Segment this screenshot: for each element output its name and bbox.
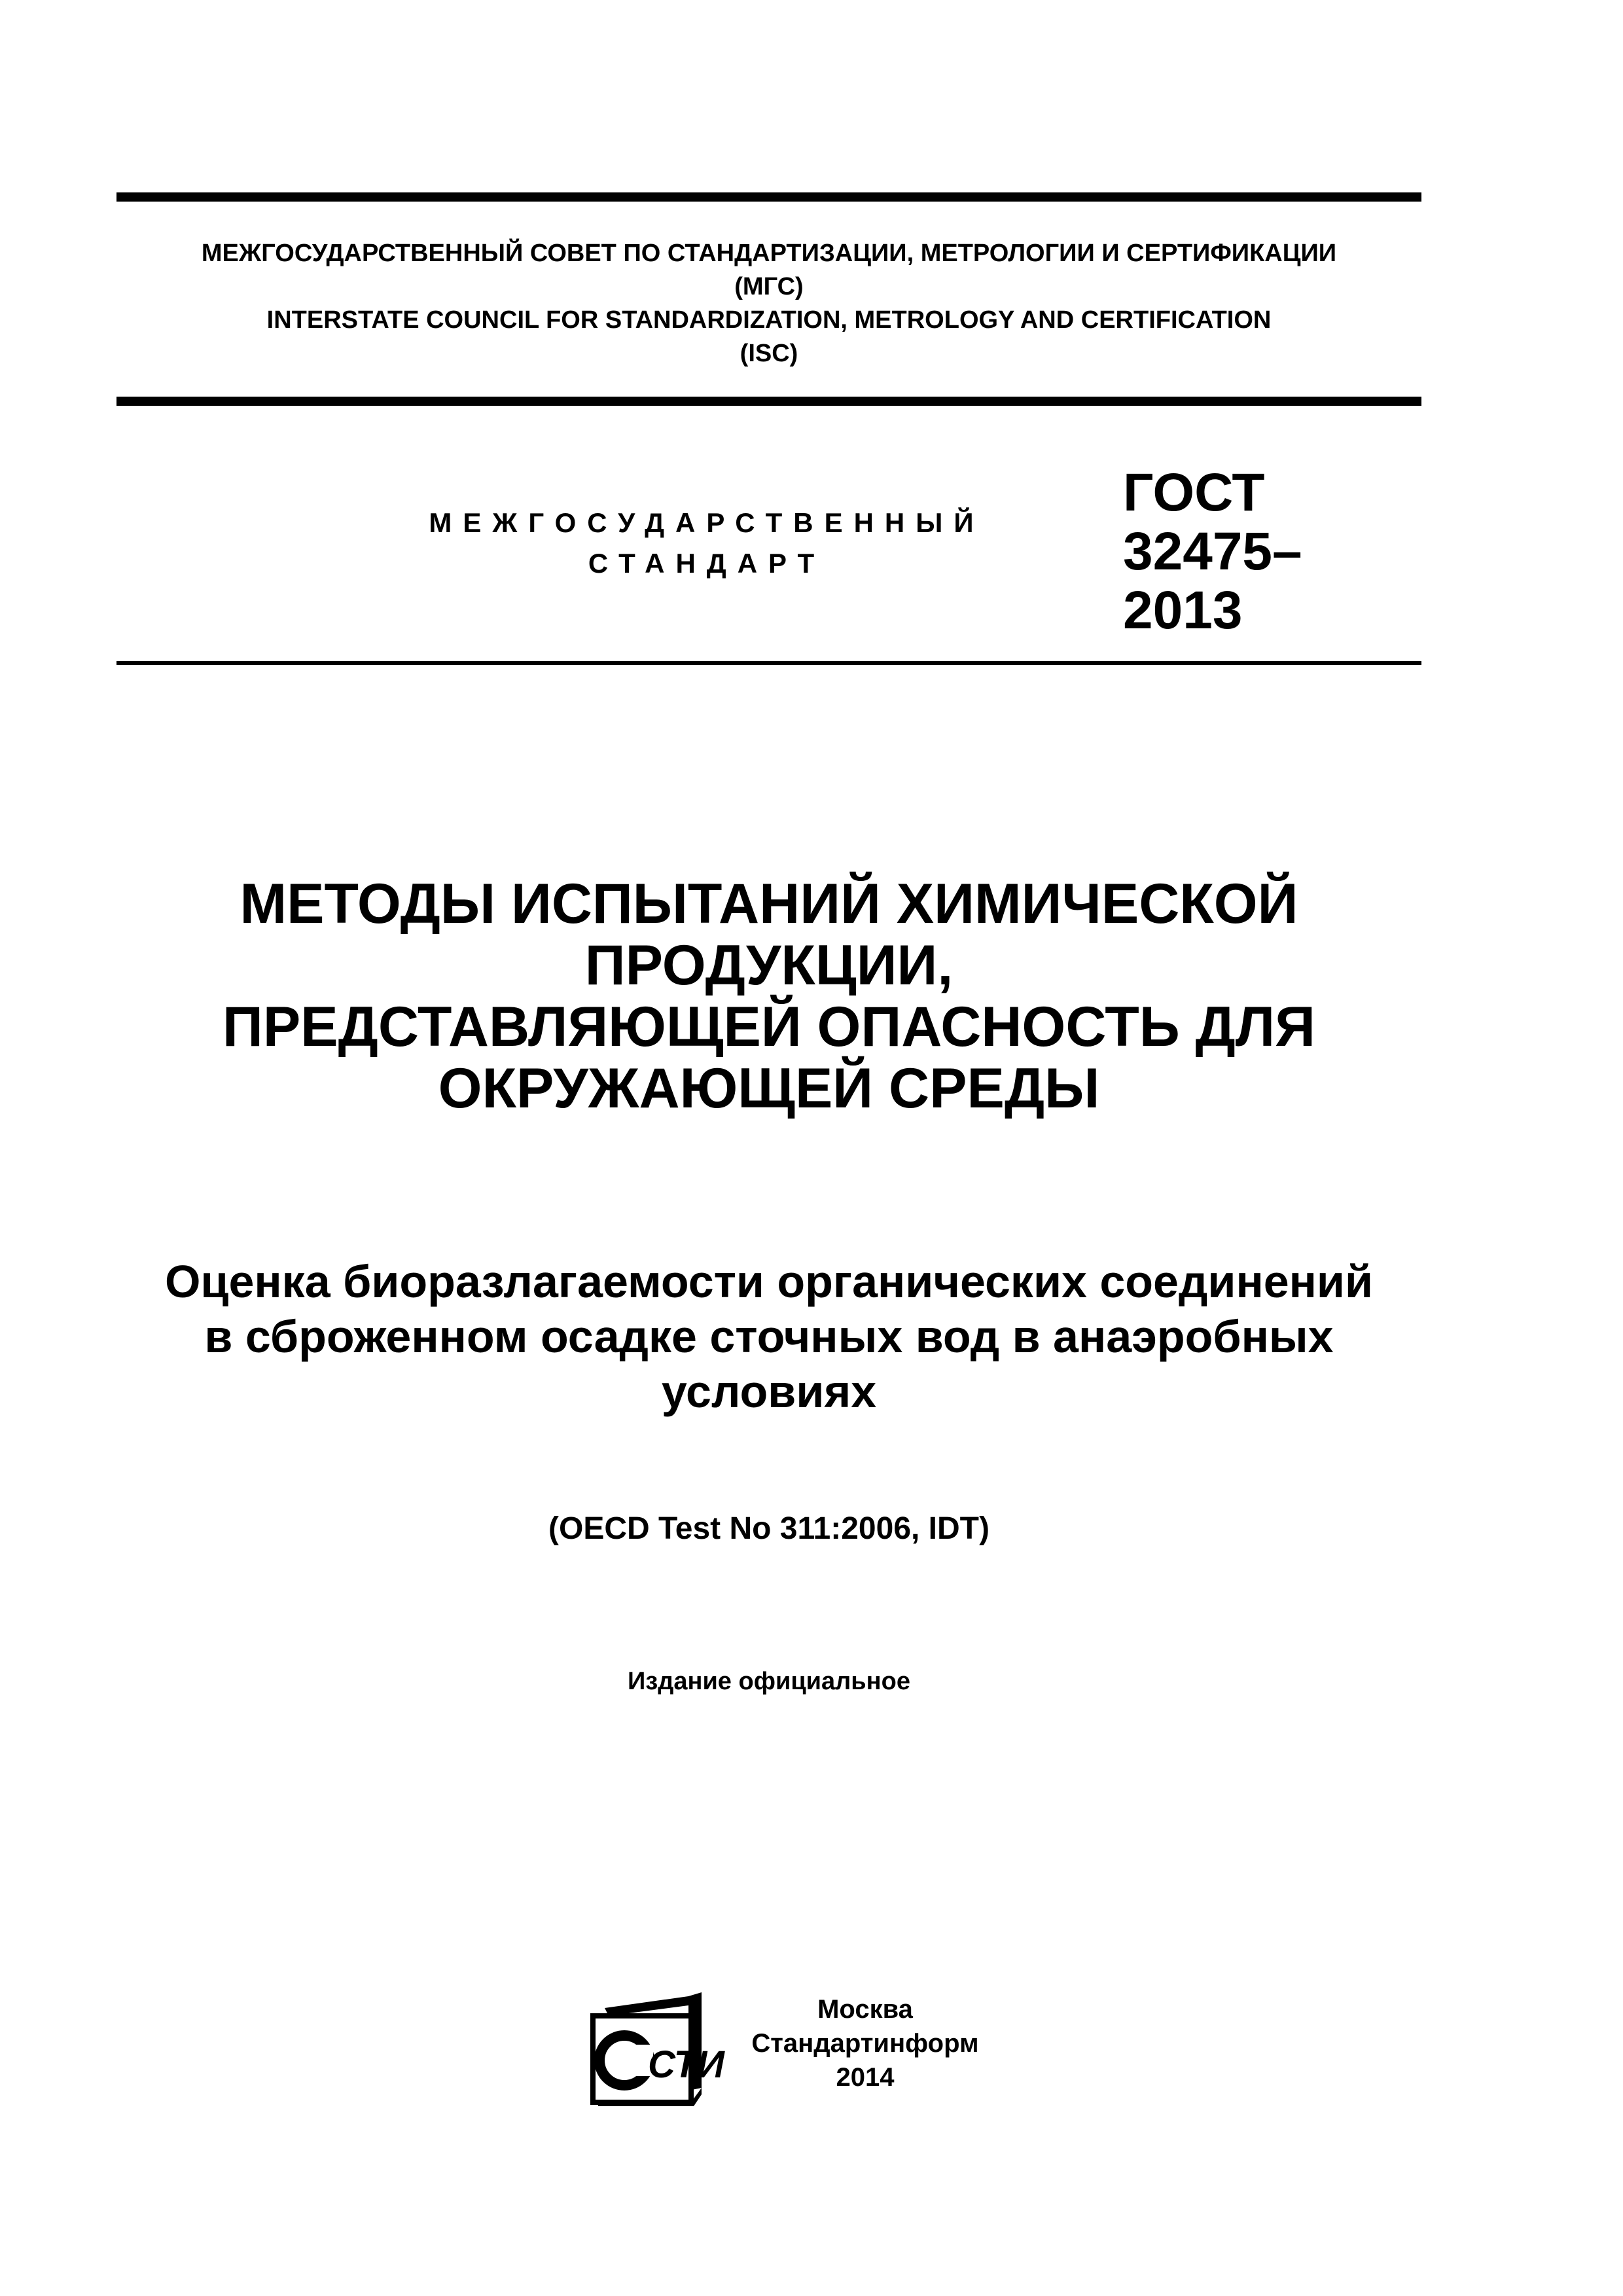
- publisher-year: 2014: [836, 2063, 895, 2092]
- title-line: ОКРУЖАЮЩЕЙ СРЕДЫ: [438, 1057, 1100, 1120]
- standard-number-code: 32475–: [1123, 522, 1302, 581]
- council-abbr-ru: (МГС): [734, 273, 804, 300]
- subtitle-line: в сброженном осадке сточных вод в анаэробных: [204, 1311, 1334, 1362]
- standard-number-prefix: ГОСТ: [1123, 463, 1265, 522]
- title-line: ПРОДУКЦИИ,: [584, 934, 954, 997]
- logo-lettering: СТИ: [648, 2043, 724, 2086]
- subtitle-line: условиях: [661, 1366, 877, 1417]
- council-abbr-en: (ISC): [740, 340, 798, 367]
- header-rule: [116, 397, 1421, 406]
- standard-number: [1123, 463, 1302, 640]
- council-name-en: INTERSTATE COUNCIL FOR STANDARDIZATION, METROLOGY AND CERTIFICATION: [266, 306, 1272, 334]
- standard-kind: [419, 503, 995, 584]
- subtitle-line: Оценка биоразлагаемости органических соединений: [164, 1256, 1373, 1307]
- council-header: [116, 237, 1421, 370]
- publisher-city: Москва: [817, 1995, 913, 2024]
- title-line: МЕТОДЫ ИСПЫТАНИЙ ХИМИЧЕСКОЙ: [240, 872, 1298, 935]
- document-title: [116, 873, 1421, 1119]
- publisher-name: Стандартинформ: [751, 2029, 979, 2058]
- edition-note: Издание официальное: [628, 1668, 910, 1695]
- standard-kind-line1: МЕЖГОСУДАРСТВЕННЫЙ: [429, 507, 985, 538]
- source-reference: (OECD Test No 311:2006, IDT): [548, 1511, 990, 1546]
- council-name-ru: МЕЖГОСУДАРСТВЕННЫЙ СОВЕТ ПО СТАНДАРТИЗАЦИИ, МЕТРОЛОГИИ И СЕРТИФИКАЦИИ: [201, 240, 1337, 267]
- top-rule: [116, 192, 1421, 202]
- designation-rule: [116, 661, 1421, 665]
- publisher-block: [721, 1992, 1009, 2094]
- title-line: ПРЕДСТАВЛЯЮЩЕЙ ОПАСНОСТЬ ДЛЯ: [223, 996, 1315, 1058]
- standartinform-logo-icon: [579, 1990, 724, 2109]
- standard-kind-line2: СТАНДАРТ: [588, 548, 826, 579]
- standard-number-year: 2013: [1123, 581, 1243, 640]
- document-subtitle: [116, 1254, 1421, 1419]
